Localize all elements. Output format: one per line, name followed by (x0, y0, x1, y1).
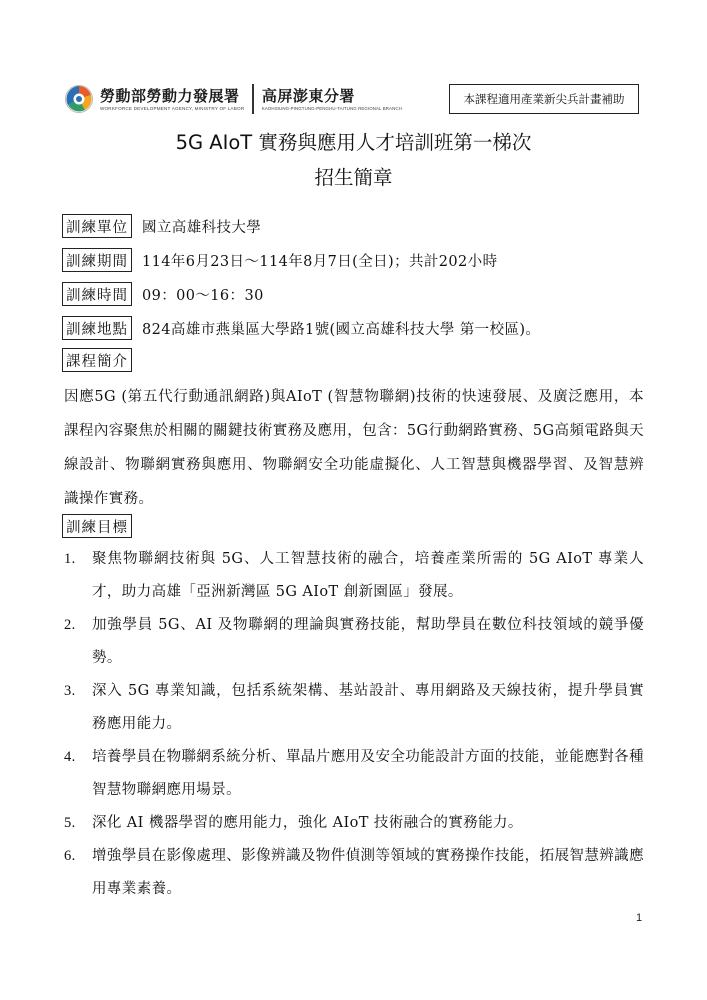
list-item (64, 675, 644, 741)
list-item-text: 加強學員 5G、AI 及物聯網的理論與實務技能，幫助學員在數位科技領域的競爭優勢。 (92, 617, 644, 666)
info-row-location (62, 315, 540, 341)
agency-emblem-icon (64, 84, 94, 114)
page-title: 5G AIoT 實務與應用人才培訓班第一梯次 (175, 131, 532, 154)
goals-list (64, 543, 644, 906)
list-item-number: 3. (64, 683, 76, 699)
branch-name-block (262, 87, 402, 112)
info-value: 09：00～16：30 (142, 287, 264, 304)
info-label: 訓練時間 (62, 282, 132, 306)
intro-heading (62, 347, 132, 373)
header-divider (252, 84, 254, 114)
page-subtitle: 招生簡章 (314, 166, 393, 189)
list-item (64, 807, 644, 840)
info-row-period (62, 247, 497, 273)
info-label: 訓練地點 (62, 316, 132, 340)
info-label: 訓練期間 (62, 248, 132, 272)
agency-logo-block (64, 82, 402, 116)
list-item-number: 2. (64, 617, 76, 633)
list-item-number: 6. (64, 848, 76, 864)
list-item-text: 深化 AI 機器學習的應用能力，強化 AIoT 技術融合的實務能力。 (92, 815, 523, 831)
list-item-number: 1. (64, 551, 76, 567)
branch-name-en: KAOHSIUNG-PINGTUNG-PENGHU-TAITUNG REGIONAL BRANCH (261, 105, 402, 111)
info-label: 訓練單位 (62, 214, 132, 238)
info-row-time (62, 281, 264, 307)
list-item-text: 深入 5G 專業知識，包括系統架構、基站設計、專用網路及天線技術，提升學員實務應用能力。 (92, 683, 644, 732)
page-number: 1 (636, 912, 643, 924)
agency-name-block (100, 87, 244, 112)
list-item-number: 4. (64, 749, 76, 765)
subsidy-note: 本課程適用產業新尖兵計畫補助 (449, 84, 639, 114)
list-item-text: 聚焦物聯網技術與 5G、人工智慧技術的融合，培養產業所需的 5G AIoT 專業人才，助力高雄「亞洲新灣區 5G AIoT 創新園區」發展。 (92, 551, 644, 600)
list-item-text: 增強學員在影像處理、影像辨識及物件偵測等領域的實務操作技能，拓展智慧辨識應用專業素養。 (92, 848, 644, 897)
info-row-unit (62, 213, 261, 239)
list-item-text: 培養學員在物聯網系統分析、單晶片應用及安全功能設計方面的技能，並能應對各種智慧物聯網應用場景。 (92, 749, 644, 798)
list-item (64, 741, 644, 807)
section-label: 訓練目標 (62, 514, 132, 538)
intro-paragraph: 因應5G (第五代行動通訊網路)與AIoT (智慧物聯網)技術的快速發展、及廣泛應用，本課程內容聚焦於相關的關鍵技術實務及應用，包含：5G行動網路實務、5G高頻電路與天線設計、物聯網實務與應用、物聯網安全功能虛擬化、人工智慧與機器學習、及智慧辨識操作實務。 (64, 389, 644, 507)
list-item-number: 5. (64, 815, 76, 831)
info-value: 824高雄市燕巢區大學路1號(國立高雄科技大學 第一校區)。 (142, 321, 541, 338)
section-label: 課程簡介 (62, 348, 132, 372)
list-item (64, 609, 644, 675)
goals-heading (62, 513, 132, 539)
agency-name-en: WORKFORCE DEVELOPMENT AGENCY, MINISTRY OF LABOR (100, 105, 245, 111)
branch-name: 高屏澎東分署 (261, 86, 355, 105)
info-value: 114年6月23日～114年8月7日(全日)；共計202小時 (142, 253, 498, 270)
list-item (64, 840, 644, 906)
info-value: 國立高雄科技大學 (142, 219, 262, 236)
agency-name: 勞動部勞動力發展署 (100, 86, 240, 105)
list-item (64, 543, 644, 609)
